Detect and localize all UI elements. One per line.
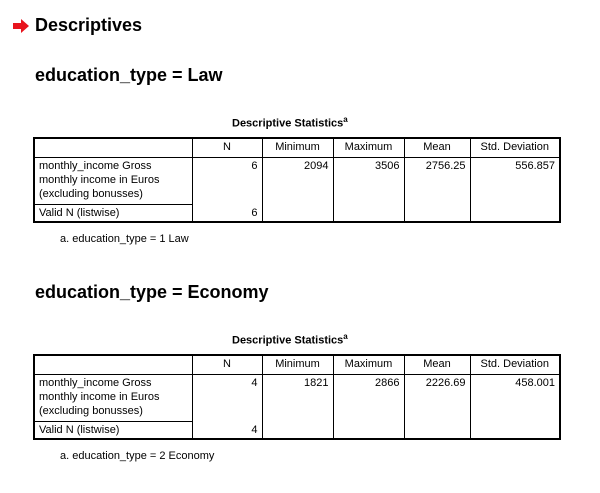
row-label: monthly_income Gross monthly income in Euros (excluding bonusses) xyxy=(34,158,192,205)
cell-std xyxy=(470,422,560,440)
cell-mean xyxy=(404,422,470,440)
table-title xyxy=(232,115,348,130)
table-footnote: a. education_type = 2 Economy xyxy=(60,450,215,462)
table-title-sup: a xyxy=(343,332,348,341)
cell-std xyxy=(470,205,560,223)
cell-minimum: 1821 xyxy=(262,375,333,422)
column-header-maximum: Maximum xyxy=(333,138,404,158)
cell-maximum: 2866 xyxy=(333,375,404,422)
table-title-sup: a xyxy=(343,115,348,124)
section-title: education_type = Law xyxy=(35,65,223,85)
cell-minimum xyxy=(262,205,333,223)
cell-mean: 2226.69 xyxy=(404,375,470,422)
cell-minimum xyxy=(262,422,333,440)
column-header-n: N xyxy=(192,138,262,158)
header-blank xyxy=(34,138,192,158)
cell-mean: 2756.25 xyxy=(404,158,470,205)
cell-n: 4 xyxy=(192,422,262,440)
column-header-n: N xyxy=(192,355,262,375)
arrow-right-icon xyxy=(13,19,29,33)
page-title: Descriptives xyxy=(35,15,143,35)
column-header-minimum: Minimum xyxy=(262,355,333,375)
cell-n: 6 xyxy=(192,158,262,205)
cell-std: 458.001 xyxy=(470,375,560,422)
descriptive-statistics-table xyxy=(33,137,561,223)
table-row xyxy=(34,158,560,205)
table-row xyxy=(34,205,560,223)
cell-std: 556.857 xyxy=(470,158,560,205)
table-title-text: Descriptive Statistics xyxy=(232,117,344,130)
table-title-text: Descriptive Statistics xyxy=(232,334,344,347)
cell-maximum xyxy=(333,205,404,223)
cell-maximum xyxy=(333,422,404,440)
table-row xyxy=(34,375,560,422)
table-footnote: a. education_type = 1 Law xyxy=(60,233,189,245)
cell-n: 6 xyxy=(192,205,262,223)
cell-mean xyxy=(404,205,470,223)
column-header-mean: Mean xyxy=(404,355,470,375)
column-header-minimum: Minimum xyxy=(262,138,333,158)
cell-maximum: 3506 xyxy=(333,158,404,205)
cell-minimum: 2094 xyxy=(262,158,333,205)
row-label: monthly_income Gross monthly income in Euros (excluding bonusses) xyxy=(34,375,192,422)
header-blank xyxy=(34,355,192,375)
row-label: Valid N (listwise) xyxy=(34,205,192,223)
column-header-mean: Mean xyxy=(404,138,470,158)
table-header-row xyxy=(34,138,560,158)
column-header-std-deviation: Std. Deviation xyxy=(470,355,560,375)
cell-n: 4 xyxy=(192,375,262,422)
column-header-std-deviation: Std. Deviation xyxy=(470,138,560,158)
section-title: education_type = Economy xyxy=(35,282,269,302)
table-header-row xyxy=(34,355,560,375)
descriptive-statistics-table xyxy=(33,354,561,440)
table-title xyxy=(232,332,348,347)
column-header-maximum: Maximum xyxy=(333,355,404,375)
table-row xyxy=(34,422,560,440)
row-label: Valid N (listwise) xyxy=(34,422,192,440)
